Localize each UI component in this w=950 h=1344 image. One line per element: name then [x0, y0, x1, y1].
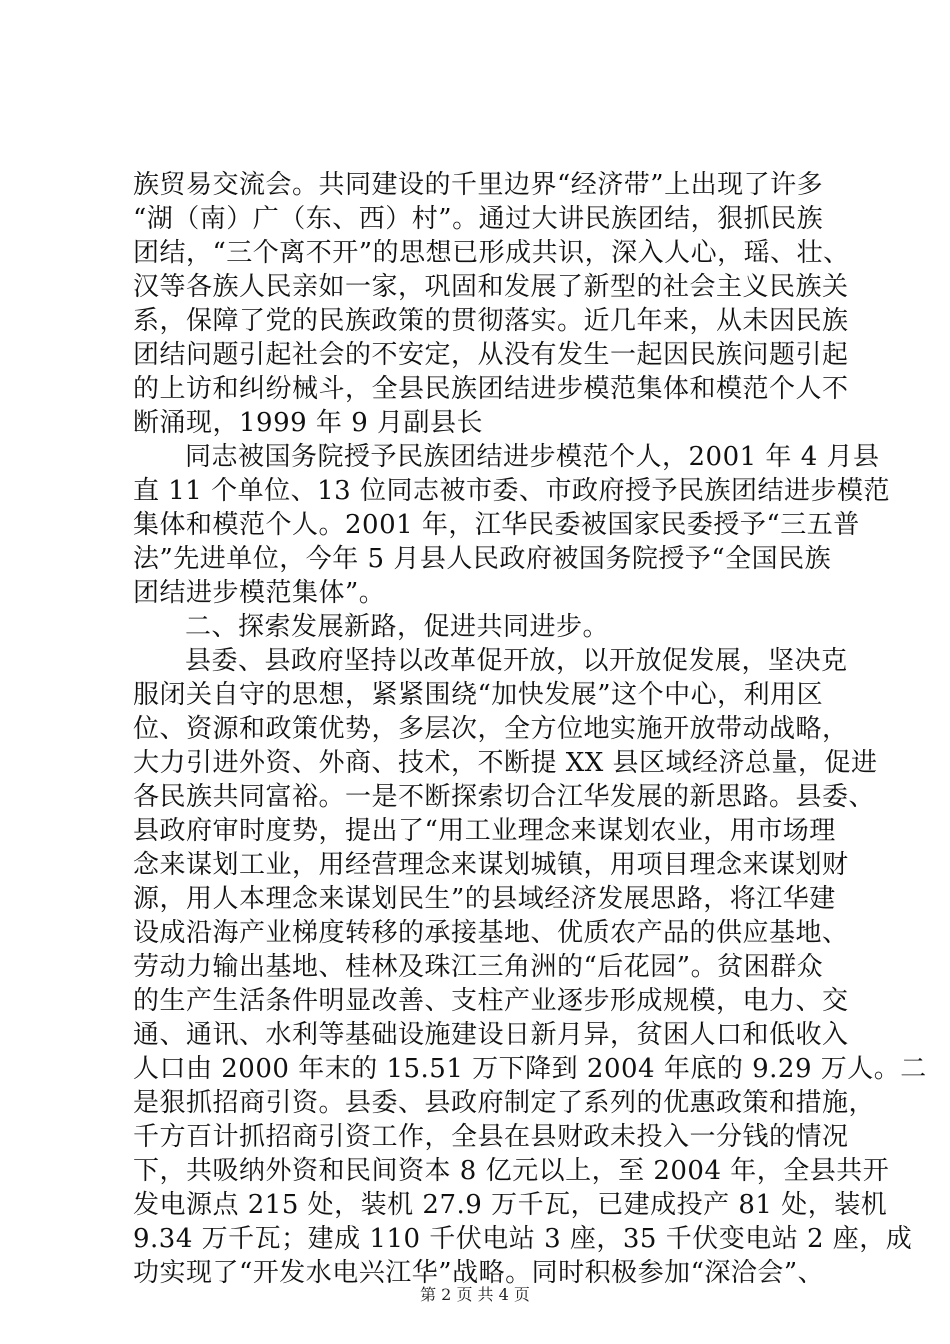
text-line: 发电源点 215 处，装机 27.9 万千瓦，已建成投产 81 处，装机: [133, 1190, 888, 1220]
page-footer: 第 2 页 共 4 页: [420, 1285, 530, 1304]
text-line: 大力引进外资、外商、技术，不断提 XX 县区域经济总量，促进: [133, 748, 878, 778]
text-line: 各民族共同富裕。一是不断探索切合江华发展的新思路。县委、: [133, 782, 876, 812]
text-line: 位、资源和政策优势，多层次，全方位地实施开放带动战略，: [133, 714, 849, 744]
text-line: 千方百计抓招商引资工作，全县在县财政未投入一分钱的情况: [133, 1122, 849, 1152]
text-line: 劳动力输出基地、桂林及珠江三角洲的“后花园”。贫困群众: [133, 952, 824, 982]
text-line: 县委、县政府坚持以改革促开放，以开放促发展，坚决克: [185, 646, 848, 676]
text-line: 下，共吸纳外资和民间资本 8 亿元以上，至 2004 年，全县共开: [133, 1156, 890, 1186]
text-line: 团结进步模范集体”。: [133, 578, 386, 608]
body-text: [133, 168, 927, 1290]
text-line: 通、通讯、水利等基础设施建设日新月异，贫困人口和低收入: [133, 1020, 849, 1050]
text-line: 系，保障了党的民族政策的贯彻落实。近几年来，从未因民族: [133, 306, 849, 336]
text-line: 念来谋划工业，用经营理念来谋划城镇，用项目理念来谋划财: [133, 850, 849, 880]
text-line: 服闭关自守的思想，紧紧围绕“加快发展”这个中心，利用区: [133, 680, 824, 710]
text-line: 二、探索发展新路，促进共同进步。: [185, 612, 610, 642]
text-line: 是狠抓招商引资。县委、县政府制定了系列的优惠政策和措施，: [133, 1088, 876, 1118]
text-line: 县政府审时度势，提出了“用工业理念来谋划农业，用市场理: [133, 816, 836, 846]
text-line: 9.34 万千瓦；建成 110 千伏电站 3 座，35 千伏变电站 2 座，成: [133, 1224, 913, 1254]
text-line: 功实现了“开发水电兴江华”战略。同时积极参加“深洽会”、: [133, 1258, 825, 1288]
text-line: 的上访和纠纷械斗，全县民族团结进步模范集体和模范个人不: [133, 374, 849, 404]
text-line: 团结，“三个离不开”的思想已形成共识，深入人心，瑶、壮、: [133, 238, 850, 268]
text-line: 同志被国务院授予民族团结进步模范个人，2001 年 4 月县: [185, 442, 880, 472]
text-line: 的生产生活条件明显改善、支柱产业逐步形成规模，电力、交: [133, 986, 849, 1016]
text-line: 汉等各族人民亲如一家，巩固和发展了新型的社会主义民族关: [133, 272, 849, 302]
text-line: 断涌现，1999 年 9 月副县长: [133, 408, 484, 438]
text-line: 集体和模范个人。2001 年，江华民委被国家民委授予“三五普: [133, 510, 860, 540]
text-line: 源，用人本理念来谋划民生”的县域经济发展思路，将江华建: [133, 884, 836, 914]
text-line: “湖（南）广（东、西）村”。通过大讲民族团结，狠抓民族: [133, 204, 824, 234]
text-line: 人口由 2000 年末的 15.51 万下降到 2004 年底的 9.29 万人。二: [133, 1054, 927, 1084]
text-line: 法”先进单位，今年 5 月县人民政府被国务院授予“全国民族: [133, 544, 832, 574]
text-line: 团结问题引起社会的不安定，从没有发生一起因民族问题引起: [133, 340, 849, 370]
text-line: 族贸易交流会。共同建设的千里边界“经济带”上出现了许多: [133, 170, 824, 200]
text-line: 设成沿海产业梯度转移的承接基地、优质农产品的供应基地、: [133, 918, 849, 948]
text-line: 直 11 个单位、13 位同志被市委、市政府授予民族团结进步模范: [133, 476, 890, 506]
